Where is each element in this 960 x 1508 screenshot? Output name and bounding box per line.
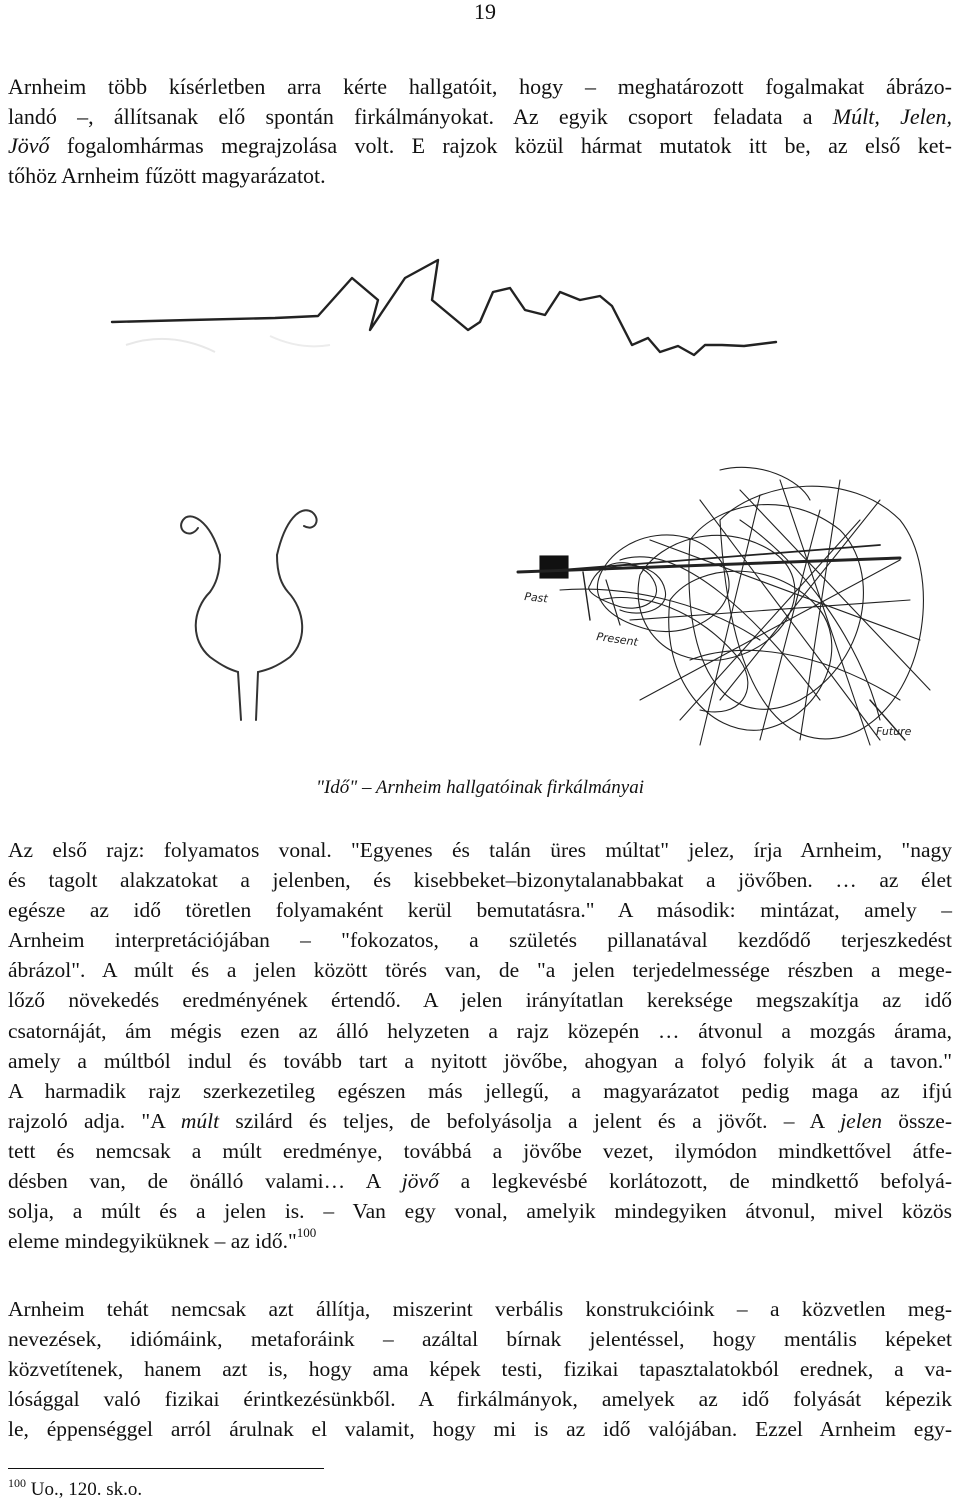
p1-line: ábrázol". A múlt és a jelen között törés van, de "a jelen terjedelmessége részben a mege- xyxy=(8,958,952,983)
p1-line: csatornáját, ám mégis ezen az álló helyzeten a rajz közepén … átvonul a mozgás árama, xyxy=(8,1018,952,1043)
label-past: Past xyxy=(523,590,549,606)
doodle-continuous-line xyxy=(112,260,776,355)
p2-line: Arnheim tehát nemcsak azt állítja, miszerint verbális konstrukcióink – a közvetlen meg- xyxy=(8,1297,952,1321)
intro-line-1: Arnheim több kísérletben arra kérte hallgatóit, hogy – meghatározott fogalmakat ábrázo- xyxy=(8,74,952,99)
p1-line: rajzoló adja. "A múlt szilárd és teljes, de befolyásolja a jelent és a jövőt. – A jelen össze- xyxy=(8,1108,953,1133)
footnote-text: Uo., 120. sk.o. xyxy=(26,1479,143,1500)
p1-line: eleme mindegyiküknek – az idő."$^{100}$ xyxy=(8,1225,317,1254)
p1-line: Az első rajz: folyamatos vonal. "Egyenes és talán üres múltat" jelez, írja Arnheim, "nagy xyxy=(8,838,952,862)
footnote-ref[interactable]: 100 xyxy=(296,1225,317,1241)
doodle-scribble xyxy=(518,467,930,745)
p2-line: nevezések, idiómáink, metaforáink – azáltal bírnak jelentéssel, hogy mentális képeket xyxy=(8,1327,952,1352)
p1-line: lőző növekedés eredményének értendő. A jelen irányítatlan kereksége megszakítja az idő xyxy=(8,988,952,1013)
p1-line: és tagolt alakzatokat a jelenben, és kisebbeket–bizonytalanabbakat a jövőben. … az élet xyxy=(8,868,952,893)
label-present: Present xyxy=(595,630,639,649)
intro-line-2: landó –, állítsanak elő spontán firkálmányokat. Az egyik csoport feladata a Múlt, Jelen, xyxy=(8,103,952,129)
p2-line: közvetítenek, hanem azt is, hogy ama képek testi, fizikai tapasztalatokból erednek, a va- xyxy=(8,1357,952,1382)
label-future: Future xyxy=(876,725,912,738)
p1-line: solja, a múlt és a jelen is. – Van egy vonal, amelyik mindegyiken átvonul, mivel közös xyxy=(8,1199,952,1224)
p1-line: désben van, de önálló valami… A jövő a legkevésbé korlátozott, de mindkettő befolyá- xyxy=(8,1169,952,1194)
intro-line-4: tőhöz Arnheim fűzött magyarázatot. xyxy=(8,162,326,188)
intro-line-3: Jövő fogalomhármas megrajzolása volt. E rajzok közül hármat mutatok itt be, az első ket- xyxy=(8,133,952,158)
p2-line: lósággal való fizikai érintkezésünkből. A firkálmányok, amelyek az idő folyását képezik xyxy=(8,1387,952,1412)
p1-line: tett és nemcsak a múlt eredménye, továbbá a jövőbe vezet, ilymódon mindkettővel átfe- xyxy=(8,1138,952,1163)
footnote-number: 100 xyxy=(8,1476,26,1490)
p1-line: egésze az idő töretlen folyamaként kerül bemutatásra." A második: mintázat, amely – xyxy=(8,898,952,923)
p1-line: Arnheim interpretációjában – "fokozatos, a születés pillanatával kezdődő terjeszkedést xyxy=(8,928,952,953)
paragraph-1 xyxy=(8,835,952,1256)
p1-line: A harmadik rajz szerkezetileg egészen más jellegű, a magyarázatot pedig maga az ifjú xyxy=(8,1078,952,1103)
doodle-bulb xyxy=(181,510,316,720)
p2-line: le, éppenséggel arról árulnak el valamit, hogy mi is az idő valójában. Ezzel Arnheim egy- xyxy=(8,1417,952,1442)
paragraph-2 xyxy=(8,1294,952,1444)
p1-line: amely a múltból indul és tovább tart a nyitott jövőbe, ahogyan a folyó folyik át a tavon." xyxy=(8,1048,952,1073)
footnote-divider xyxy=(8,1468,324,1469)
figure-caption: "Idő" – Arnheim hallgatóinak firkálmányai xyxy=(315,777,645,798)
page-number: 19 xyxy=(474,0,496,24)
footnote xyxy=(8,1478,142,1502)
